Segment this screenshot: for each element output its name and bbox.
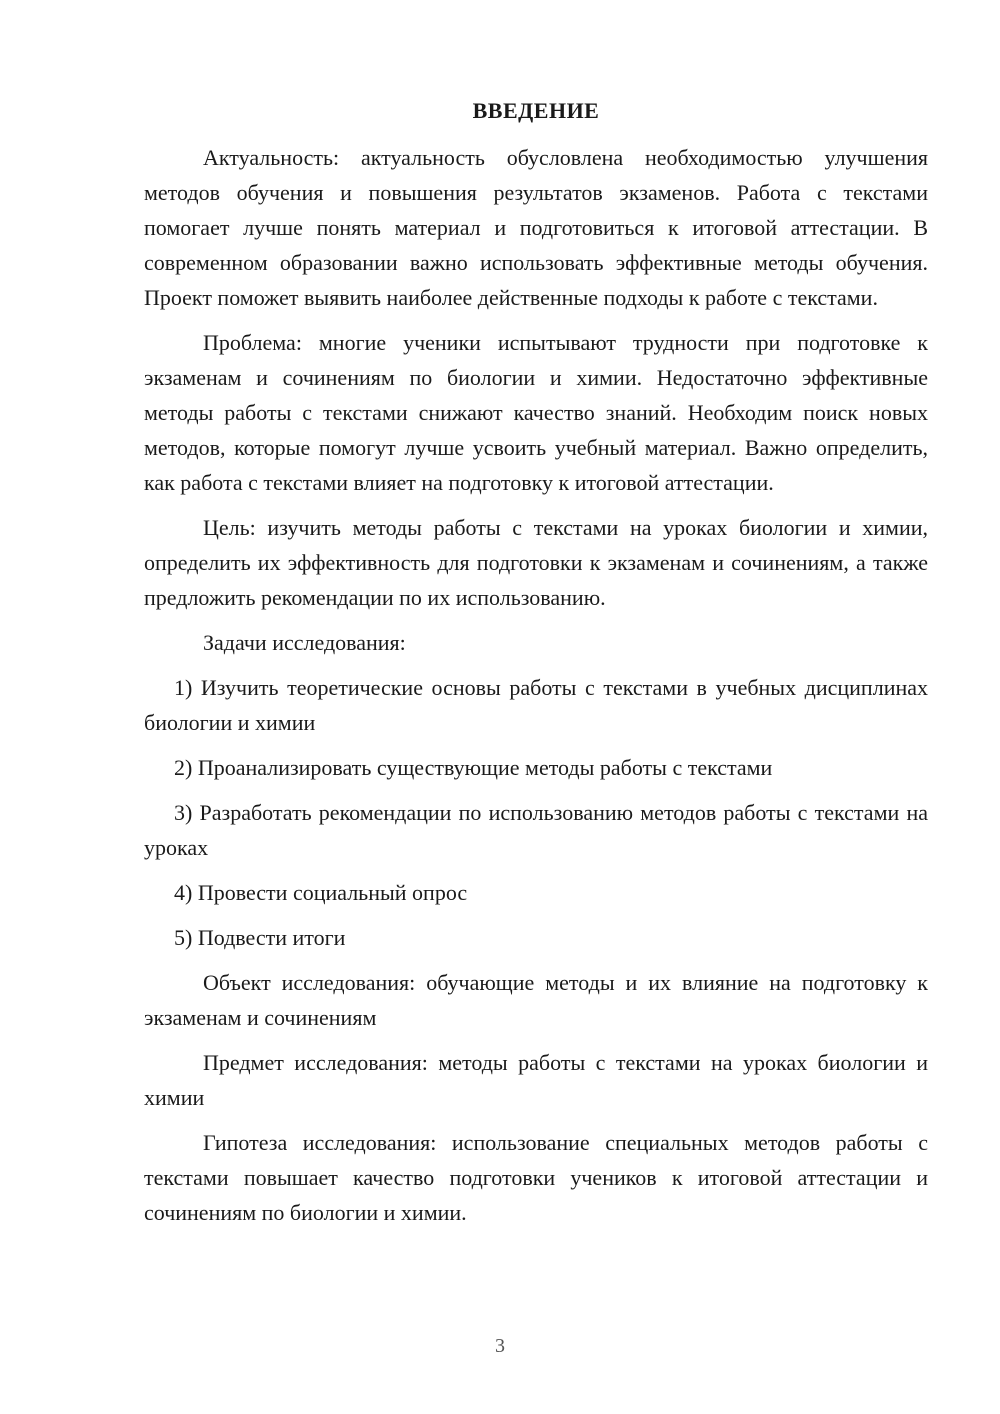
- problem-paragraph: Проблема: многие ученики испытывают трудности при подготовке к экзаменам и сочинениям по биологии и химии. Недостаточно эффективные методы работы с текстами снижают качество знаний. Необходим поиск новых методов, которые помогут лучше усвоить учебный материал. Важно определить, как работа с текстами влияет на подготовку к итоговой аттестации.: [144, 330, 928, 495]
- task-item-3: 3) Разработать рекомендации по использованию методов работы с текстами на уроках: [144, 800, 928, 860]
- research-subject-paragraph: Предмет исследования: методы работы с текстами на уроках биологии и химии: [144, 1050, 928, 1110]
- goal-paragraph: Цель: изучить методы работы с текстами на уроках биологии и химии, определить их эффективность для подготовки к экзаменам и сочинениям, а также предложить рекомендации по их использованию.: [144, 515, 928, 610]
- task-item-2: 2) Проанализировать существующие методы работы с текстами: [174, 755, 773, 780]
- research-object-paragraph: Объект исследования: обучающие методы и их влияние на подготовку к экзаменам и сочинениям: [144, 970, 928, 1030]
- task-item-5: 5) Подвести итоги: [174, 925, 346, 950]
- task-item-4: 4) Провести социальный опрос: [174, 880, 468, 905]
- page-title: ВВЕДЕНИЕ: [472, 98, 600, 123]
- tasks-heading: Задачи исследования:: [203, 630, 406, 655]
- relevance-paragraph: Актуальность: актуальность обусловлена необходимостью улучшения методов обучения и повышения результатов экзаменов. Работа с текстами помогает лучше понять материал и подготовиться к итоговой аттестации. В современном образовании важно использовать эффективные методы обучения. Проект поможет выявить наиболее действенные подходы к работе с текстами.: [144, 145, 928, 310]
- research-hypothesis-paragraph: Гипотеза исследования: использование специальных методов работы с текстами повышает качество подготовки учеников к итоговой аттестации и сочинениям по биологии и химии.: [144, 1130, 928, 1225]
- page-content: [144, 96, 928, 1230]
- page-number: 3: [495, 1335, 505, 1357]
- task-item-1: 1) Изучить теоретические основы работы с текстами в учебных дисциплинах биологии и химии: [144, 675, 928, 735]
